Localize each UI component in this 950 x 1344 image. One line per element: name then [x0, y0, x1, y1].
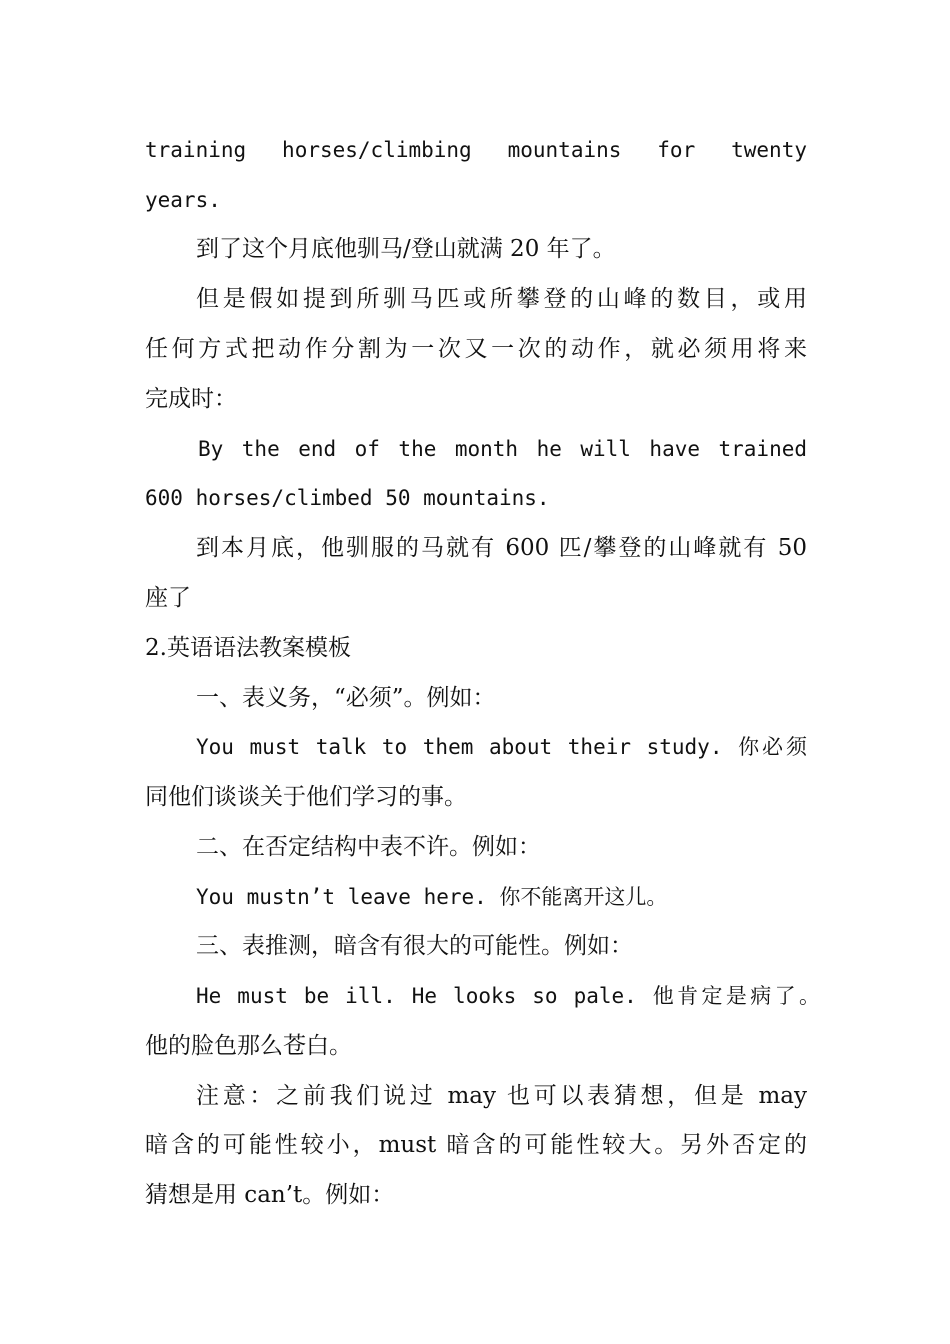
text-line: You must talk to them about their study. 你必须: [196, 735, 807, 759]
text-line: By the end of the month he will have trained: [198, 437, 807, 461]
text-line: 三、表推测，暗含有很大的可能性。例如：: [196, 933, 633, 959]
text-line: 座了: [145, 585, 191, 611]
text-line: 任何方式把动作分割为一次又一次的动作，就必须用将来: [145, 336, 807, 362]
text-line: 他的脸色那么苍白。: [145, 1033, 352, 1059]
text-line: 到了这个月底他驯马/登山就满 20 年了。: [196, 236, 616, 262]
text-line: years.: [145, 188, 221, 212]
text-line: You mustn’t leave here. 你不能离开这儿。: [196, 885, 668, 909]
text-line: 600 horses/climbed 50 mountains.: [145, 486, 550, 510]
section-heading: 2.英语语法教案模板: [145, 635, 351, 661]
text-line: 暗含的可能性较小，must 暗含的可能性较大。另外否定的: [145, 1132, 807, 1158]
text-line: 但是假如提到所驯马匹或所攀登的山峰的数目，或用: [196, 286, 807, 312]
text-line: He must be ill. He looks so pale. 他肯定是病了。: [196, 984, 820, 1008]
text-line: 完成时：: [145, 386, 237, 412]
text-line: 一、表义务，“必须”。例如：: [196, 685, 496, 711]
text-line: 到本月底，他驯服的马就有 600 匹/攀登的山峰就有 50: [196, 535, 807, 561]
text-line: 二、在否定结构中表不许。例如：: [196, 834, 541, 860]
text-line: 注意：之前我们说过 may 也可以表猜想，但是 may: [196, 1083, 807, 1109]
text-line: training horses/climbing mountains for twenty: [145, 138, 807, 162]
text-line: 同他们谈谈关于他们学习的事。: [145, 784, 467, 810]
text-line: 猜想是用 can’t。例如：: [145, 1182, 395, 1208]
